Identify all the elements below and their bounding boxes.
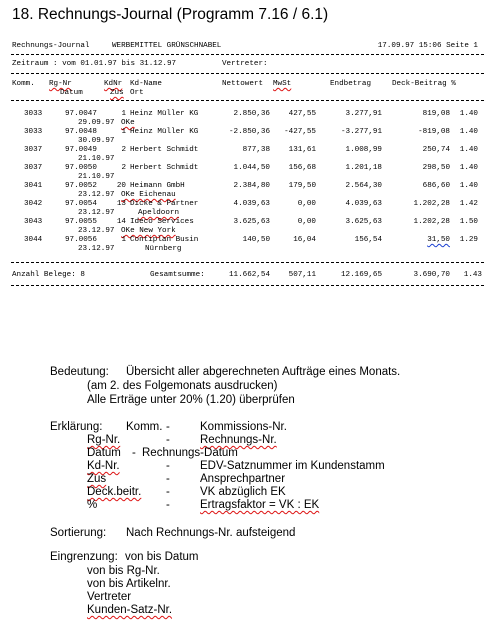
eingrenzung-label: Eingrenzung: <box>50 551 118 563</box>
cell-komm: 3041 <box>24 182 43 190</box>
cell-komm: 3037 <box>24 146 43 154</box>
cell-pct: 1.42 <box>459 200 478 208</box>
erklaerung-label: Erklärung: <box>50 421 103 433</box>
cell-deck: 250,74 <box>422 146 450 154</box>
cell-pct: 1.40 <box>459 110 478 118</box>
header-netto: Nettowert <box>222 80 264 88</box>
cell-name: Herbert Schmidt <box>130 164 199 172</box>
cell-mwst: 131,61 <box>288 146 316 154</box>
erkl-term: % <box>87 499 98 511</box>
cell-netto: 3.625,63 <box>233 218 270 226</box>
cell-datum: 23.12.97 <box>78 227 115 235</box>
cell-deck: -819,08 <box>418 128 450 136</box>
sortierung-label: Sortierung: <box>50 527 107 539</box>
cell-kdnr: 1 <box>121 110 126 118</box>
cell-kdnr: 1 <box>121 236 126 244</box>
eingrenzung-line: Kunden-Satz-Nr. <box>87 604 173 616</box>
erkl-sep: - <box>166 460 170 472</box>
cell-rgnr: 97.0047 <box>65 110 97 118</box>
cell-pct: 1.29 <box>459 236 478 244</box>
cell-komm: 3044 <box>24 236 43 244</box>
cell-kdnr: 1 <box>121 128 126 136</box>
cell-mwst: 16,04 <box>293 236 316 244</box>
cell-name: Heimann GmbH <box>130 182 185 190</box>
cell-kdnr: 2 <box>121 146 126 154</box>
cell-rgnr: 97.0055 <box>65 218 97 226</box>
eingrenzung-line: von bis Artikelnr. <box>87 578 171 590</box>
erkl-term: Zus <box>87 473 107 485</box>
report-name: Rechnungs-Journal <box>12 42 90 50</box>
cell-mwst: 156,68 <box>288 164 316 172</box>
cell-end: 1.201,18 <box>345 164 382 172</box>
cell-deck: 819,08 <box>422 110 450 118</box>
erkl-text: Rechnungs-Nr. <box>200 434 277 446</box>
header-ort: Ort <box>130 89 144 97</box>
cell-end: 3.625,63 <box>345 218 382 226</box>
cell-mwst: 179,50 <box>288 182 316 190</box>
cell-ort: OKe New York <box>121 227 176 235</box>
cell-komm: 3033 <box>24 128 43 136</box>
total-deck: 3.690,70 <box>413 271 450 279</box>
erkl-sep: - <box>166 486 170 498</box>
cell-netto: 877,38 <box>242 146 270 154</box>
divider <box>11 54 484 55</box>
cell-kdnr: 14 <box>116 218 126 226</box>
zeitraum: Zeitraum : vom 01.01.97 bis 31.12.97 <box>12 60 177 68</box>
cell-datum: 23.12.97 <box>78 191 115 199</box>
header-deck: Deck-Beitrag % <box>392 80 456 88</box>
cell-end: 156,54 <box>354 236 382 244</box>
cell-pct: 1.40 <box>459 146 478 154</box>
cell-mwst: 427,55 <box>288 110 316 118</box>
total-mwst: 507,11 <box>288 271 316 279</box>
cell-end: 1.008,99 <box>345 146 382 154</box>
divider <box>11 262 484 263</box>
eingrenzung-line: von bis Datum <box>125 551 199 563</box>
cell-name: Contiplan Busin <box>130 236 199 244</box>
bedeutung-line: (am 2. des Folgemonats ausdrucken) <box>87 380 278 392</box>
total-netto: 11.662,54 <box>228 271 270 279</box>
header-rgnr: Rg-Nr <box>49 80 72 88</box>
erkl-sep: - <box>166 421 170 433</box>
header-kdname: Kd-Name <box>130 80 162 88</box>
erkl-text: Ansprechpartner <box>200 473 286 485</box>
cell-end: -3.277,91 <box>340 128 382 136</box>
cell-name: Heinz Müller KG <box>130 128 199 136</box>
erkl-text: Kommissions-Nr. <box>200 421 287 433</box>
cell-netto: 4.039,63 <box>233 200 270 208</box>
cell-komm: 3043 <box>24 218 43 226</box>
total-end: 12.169,65 <box>340 271 382 279</box>
cell-name: Herbert Schmidt <box>130 146 199 154</box>
erkl-term: Rg-Nr. <box>87 434 121 446</box>
cell-datum: 23.12.97 <box>78 209 115 217</box>
cell-pct: 1.40 <box>459 182 478 190</box>
cell-name: Heinz Müller KG <box>130 110 199 118</box>
cell-rgnr: 97.0048 <box>65 128 97 136</box>
erkl-text: Rechnungs-Datum <box>142 447 238 459</box>
divider <box>11 285 484 286</box>
cell-kdnr: 13 <box>116 200 126 208</box>
cell-rgnr: 97.0056 <box>65 236 97 244</box>
cell-deck: 31,50 <box>427 236 450 244</box>
page-title: 18. Rechnungs-Journal (Programm 7.16 / 6.1) <box>12 6 329 23</box>
cell-name: Dicke & Partner <box>130 200 199 208</box>
divider <box>11 73 484 74</box>
cell-datum: 30.09.97 <box>78 137 115 145</box>
cell-datum: 29.09.97 <box>78 119 115 127</box>
cell-netto: 2.850,36 <box>233 110 270 118</box>
eingrenzung-line: Vertreter <box>87 591 132 603</box>
cell-deck: 1.202,28 <box>413 200 450 208</box>
header-datum: Datum <box>60 89 83 97</box>
divider <box>11 100 484 101</box>
erkl-sep: - <box>166 473 170 485</box>
cell-name: Ideco Services <box>130 218 194 226</box>
cell-komm: 3037 <box>24 164 43 172</box>
bedeutung-label: Bedeutung: <box>50 366 109 378</box>
erkl-sep: - <box>166 434 170 446</box>
sortierung-text: Nach Rechnungs-Nr. aufsteigend <box>126 527 296 539</box>
cell-rgnr: 97.0050 <box>65 164 97 172</box>
cell-komm: 3033 <box>24 110 43 118</box>
erkl-term: Komm. <box>126 421 163 433</box>
erkl-text: Ertragsfaktor = VK : EK <box>200 499 320 511</box>
header-zus: Zus <box>110 89 124 97</box>
cell-datum: 21.10.97 <box>78 173 115 181</box>
cell-deck: 686,60 <box>422 182 450 190</box>
gesamtsumme-label: Gesamtsumme: <box>150 271 205 279</box>
cell-mwst: 0,00 <box>297 218 316 226</box>
cell-kdnr: 2 <box>121 164 126 172</box>
cell-rgnr: 97.0049 <box>65 146 97 154</box>
cell-netto: 140,50 <box>242 236 270 244</box>
report-date-page: 17.09.97 15:06 Seite 1 <box>377 42 478 50</box>
header-endbetrag: Endbetrag <box>330 80 372 88</box>
cell-pct: 1.40 <box>459 128 478 136</box>
bedeutung-line: Alle Erträge unter 20% (1.20) überprüfen <box>87 394 295 406</box>
cell-pct: 1.40 <box>459 164 478 172</box>
cell-pct: 1.50 <box>459 218 478 226</box>
eingrenzung-line: von bis Rg-Nr. <box>87 565 160 577</box>
cell-end: 4.039,63 <box>345 200 382 208</box>
erkl-text: EDV-Satznummer im Kundenstamm <box>200 460 385 472</box>
cell-ort: OKe Eichenau <box>121 191 176 199</box>
header-komm: Komm. <box>12 80 35 88</box>
erkl-term: Kd-Nr. <box>87 460 120 472</box>
bedeutung-line: Übersicht aller abgerechneten Aufträge eines Monats. <box>126 366 401 378</box>
cell-mwst: -427,55 <box>284 128 316 136</box>
erkl-term: Deck.beitr. <box>87 486 142 498</box>
cell-datum: 23.12.97 <box>78 245 115 253</box>
cell-mwst: 0,00 <box>297 200 316 208</box>
cell-deck: 298,50 <box>422 164 450 172</box>
cell-ort: Nürnberg <box>145 245 182 253</box>
cell-end: 3.277,91 <box>345 110 382 118</box>
header-mwst: MwSt <box>273 80 292 88</box>
cell-ort: OKe <box>121 119 135 127</box>
cell-end: 2.564,30 <box>345 182 382 190</box>
cell-ort: Apeldoorn <box>138 209 180 217</box>
cell-netto: 2.384,80 <box>233 182 270 190</box>
vertreter: Vertreter: <box>222 60 268 68</box>
cell-rgnr: 97.0054 <box>65 200 97 208</box>
erkl-sep: - <box>132 447 136 459</box>
cell-netto: 1.044,50 <box>233 164 270 172</box>
anzahl-belege: Anzahl Belege: 8 <box>12 271 85 279</box>
cell-deck: 1.202,28 <box>413 218 450 226</box>
cell-datum: 21.10.97 <box>78 155 115 163</box>
erkl-term: Datum <box>87 447 121 459</box>
erkl-text: VK abzüglich EK <box>200 486 286 498</box>
erkl-sep: - <box>166 499 170 511</box>
cell-netto: -2.850,36 <box>228 128 270 136</box>
total-pct: 1.43 <box>463 271 482 279</box>
header-kdnr: KdNr <box>104 80 123 88</box>
cell-kdnr: 20 <box>116 182 126 190</box>
company-name: WERBEMITTEL GRÜNSCHNABEL <box>112 42 222 50</box>
cell-komm: 3042 <box>24 200 43 208</box>
cell-rgnr: 97.0052 <box>65 182 97 190</box>
